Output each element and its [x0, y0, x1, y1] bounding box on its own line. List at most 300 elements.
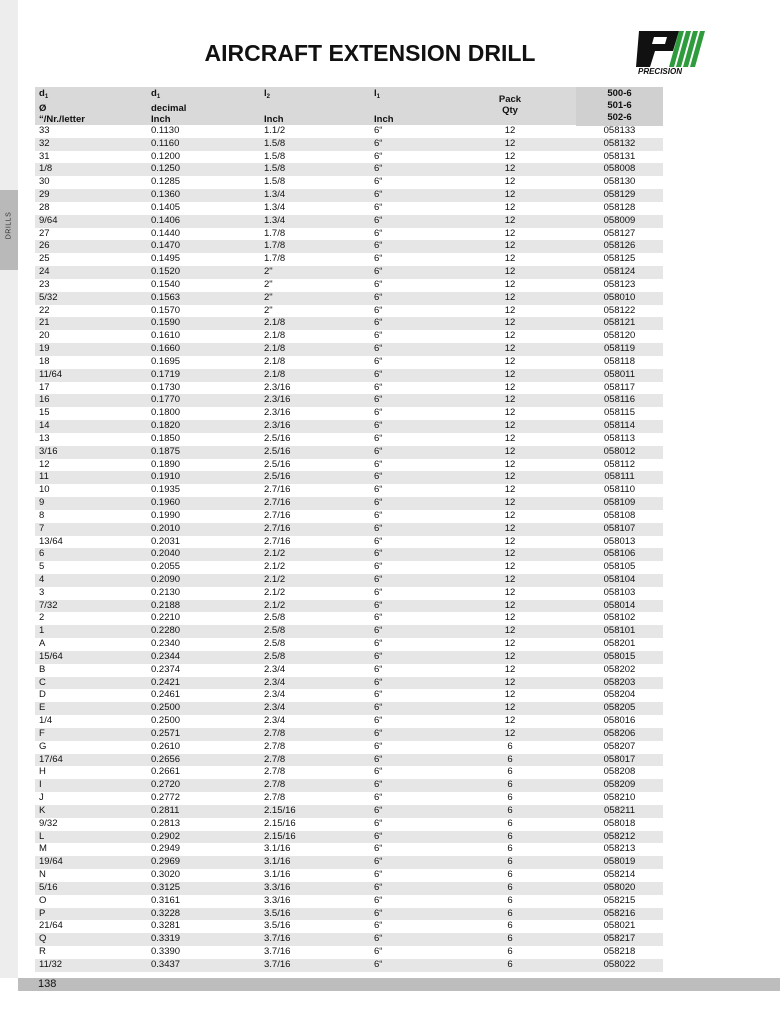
cell-flute-length: 2.7/16 — [264, 484, 291, 496]
cell-decimal: 0.1875 — [151, 445, 181, 457]
cell-flute-length: 2.1/2 — [264, 561, 286, 573]
section-tab — [0, 455, 18, 546]
section-tabs — [0, 0, 18, 1009]
cell-decimal: 0.2772 — [151, 792, 181, 804]
table-row — [35, 933, 663, 946]
cell-diameter: 11 — [39, 471, 49, 483]
cell-flute-length: 2.1/2 — [264, 573, 286, 585]
cell-flute-length: 2.5/16 — [264, 445, 291, 457]
table-row — [35, 189, 663, 202]
cell-overall-length: 6“ — [374, 343, 383, 355]
cell-decimal: 0.2661 — [151, 766, 181, 778]
cell-flute-length: 2.3/16 — [264, 420, 291, 432]
section-tab — [0, 895, 18, 979]
cell-flute-length: 2.5/16 — [264, 432, 291, 444]
cell-flute-length: 3.1/16 — [264, 856, 291, 868]
table-row — [35, 664, 663, 677]
cell-article-code: 058107 — [603, 522, 636, 534]
cell-decimal: 0.1570 — [151, 304, 181, 316]
cell-pack-qty: 12 — [504, 573, 516, 585]
cell-diameter: 19 — [39, 343, 50, 355]
table-row — [35, 548, 663, 561]
cell-article-code: 058022 — [603, 958, 636, 970]
cell-pack-qty: 12 — [504, 137, 516, 149]
cell-diameter: E — [39, 702, 46, 714]
cell-decimal: 0.1250 — [151, 163, 181, 175]
cell-article-code: 058115 — [604, 407, 635, 419]
cell-flute-length: 2.1/2 — [264, 586, 286, 598]
section-tab — [0, 545, 18, 631]
cell-pack-qty: 12 — [504, 176, 516, 188]
header-article-codes: 500-6 501-6 502-6 — [576, 87, 663, 126]
cell-pack-qty: 12 — [504, 291, 516, 303]
cell-article-code: 058008 — [603, 163, 636, 175]
cell-article-code: 058130 — [603, 176, 636, 188]
cell-overall-length: 6“ — [374, 394, 383, 406]
cell-decimal: 0.2656 — [151, 753, 181, 765]
cell-overall-length: 6“ — [374, 804, 383, 816]
cell-decimal: 0.1910 — [151, 471, 181, 483]
cell-flute-length: 2.3/4 — [264, 715, 286, 727]
cell-overall-length: 6“ — [374, 843, 383, 855]
cell-article-code: 058122 — [603, 304, 636, 316]
cell-pack-qty: 12 — [504, 561, 516, 573]
table-row — [35, 176, 663, 189]
cell-overall-length: 6“ — [374, 561, 383, 573]
table-row — [35, 420, 663, 433]
cell-pack-qty: 12 — [504, 625, 516, 637]
cell-diameter: 3/16 — [39, 445, 58, 457]
cell-decimal: 0.2949 — [151, 843, 181, 855]
table-row — [35, 484, 663, 497]
cell-article-code: 058126 — [603, 240, 636, 252]
cell-pack-qty: 12 — [504, 599, 516, 611]
cell-pack-qty: 12 — [504, 125, 516, 136]
table-row — [35, 715, 663, 728]
section-tab — [0, 0, 18, 191]
precision-logo — [629, 29, 707, 79]
cell-article-code: 058105 — [603, 561, 636, 573]
cell-decimal: 0.1200 — [151, 150, 181, 162]
cell-flute-length: 2.5/16 — [264, 471, 291, 483]
cell-diameter: 1/4 — [39, 715, 53, 727]
table-row — [35, 869, 663, 882]
cell-overall-length: 6“ — [374, 689, 383, 701]
cell-pack-qty: 12 — [504, 522, 516, 534]
cell-flute-length: 1.3/4 — [264, 201, 286, 213]
cell-overall-length: 6“ — [374, 407, 383, 419]
header-pack-qty: Pack Qty — [498, 94, 522, 116]
cell-pack-qty: 12 — [504, 445, 516, 457]
cell-decimal: 0.1935 — [151, 484, 181, 496]
cell-article-code: 058011 — [604, 368, 635, 380]
cell-diameter: 25 — [39, 253, 50, 265]
cell-flute-length: 3.1/16 — [264, 869, 291, 881]
cell-flute-length: 2.5/8 — [264, 638, 286, 650]
table-row — [35, 625, 663, 638]
cell-overall-length: 6“ — [374, 676, 383, 688]
cell-flute-length: 3.3/16 — [264, 894, 291, 906]
page-title: AIRCRAFT EXTENSION DRILL — [204, 40, 536, 66]
cell-diameter: A — [39, 638, 46, 650]
cell-article-code: 058216 — [603, 907, 636, 919]
cell-diameter: 10 — [39, 484, 50, 496]
cell-flute-length: 2.1/8 — [264, 368, 286, 380]
cell-pack-qty: 12 — [504, 650, 516, 662]
cell-diameter: 23 — [39, 278, 50, 290]
table-row — [35, 946, 663, 959]
table-row — [35, 433, 663, 446]
cell-article-code: 058123 — [603, 278, 636, 290]
table-row — [35, 689, 663, 702]
cell-pack-qty: 6 — [507, 869, 513, 881]
cell-pack-qty: 12 — [504, 727, 516, 739]
section-tab — [0, 365, 18, 456]
cell-overall-length: 6“ — [374, 663, 383, 675]
cell-decimal: 0.1405 — [151, 201, 181, 213]
cell-decimal: 0.1719 — [151, 368, 181, 380]
cell-flute-length: 1.1/2 — [264, 125, 286, 136]
cell-decimal: 0.3161 — [151, 894, 181, 906]
cell-diameter: 33 — [39, 125, 50, 136]
cell-decimal: 0.1495 — [151, 253, 181, 265]
cell-decimal: 0.1695 — [151, 355, 181, 367]
cell-decimal: 0.1990 — [151, 509, 181, 521]
cell-diameter: 30 — [39, 176, 50, 188]
cell-flute-length: 2.3/16 — [264, 381, 291, 393]
cell-overall-length: 6“ — [374, 881, 383, 893]
table-body — [35, 125, 663, 972]
cell-article-code: 058021 — [603, 920, 636, 932]
cell-flute-length: 2.5/8 — [264, 625, 286, 637]
cell-diameter: 15 — [39, 407, 50, 419]
cell-overall-length: 6“ — [374, 381, 383, 393]
cell-diameter: 28 — [39, 201, 50, 213]
cell-flute-length: 2.5/16 — [264, 458, 291, 470]
cell-pack-qty: 12 — [504, 586, 516, 598]
cell-overall-length: 6“ — [374, 317, 383, 329]
table-row — [35, 382, 663, 395]
cell-decimal: 0.2280 — [151, 625, 181, 637]
cell-flute-length: 2.5/8 — [264, 612, 286, 624]
cell-pack-qty: 12 — [504, 663, 516, 675]
cell-pack-qty: 12 — [504, 266, 516, 278]
cell-overall-length: 6“ — [374, 907, 383, 919]
cell-flute-length: 2" — [264, 291, 273, 303]
cell-decimal: 0.1890 — [151, 458, 181, 470]
table-row — [35, 612, 663, 625]
cell-diameter: 24 — [39, 266, 50, 278]
cell-article-code: 058203 — [603, 676, 636, 688]
cell-flute-length: 2.1/2 — [264, 548, 286, 560]
cell-overall-length: 6“ — [374, 291, 383, 303]
cell-pack-qty: 6 — [507, 894, 513, 906]
cell-diameter: 29 — [39, 189, 50, 201]
cell-article-code: 058010 — [603, 291, 636, 303]
cell-overall-length: 6“ — [374, 766, 383, 778]
cell-article-code: 058017 — [603, 753, 636, 765]
table-row — [35, 895, 663, 908]
cell-overall-length: 6“ — [374, 830, 383, 842]
cell-pack-qty: 12 — [504, 317, 516, 329]
cell-flute-length: 2.15/16 — [264, 804, 296, 816]
table-row — [35, 292, 663, 305]
cell-flute-length: 3.5/16 — [264, 907, 291, 919]
cell-article-code: 058212 — [603, 830, 636, 842]
cell-article-code: 058201 — [603, 638, 636, 650]
cell-flute-length: 2.5/8 — [264, 650, 286, 662]
table-row — [35, 317, 663, 330]
cell-pack-qty: 6 — [507, 766, 513, 778]
cell-pack-qty: 12 — [504, 484, 516, 496]
table-row — [35, 459, 663, 472]
cell-article-code: 058214 — [603, 869, 636, 881]
table-row — [35, 600, 663, 613]
cell-decimal: 0.2055 — [151, 561, 181, 573]
cell-pack-qty: 12 — [504, 715, 516, 727]
table-row — [35, 805, 663, 818]
cell-flute-length: 1.7/8 — [264, 240, 286, 252]
table-row — [35, 446, 663, 459]
cell-article-code: 058009 — [603, 214, 636, 226]
cell-overall-length: 6“ — [374, 946, 383, 957]
table-row — [35, 407, 663, 420]
cell-flute-length: 2" — [264, 278, 273, 290]
cell-article-code: 058218 — [603, 946, 636, 957]
cell-overall-length: 6“ — [374, 727, 383, 739]
cell-overall-length: 6“ — [374, 497, 383, 509]
cell-flute-length: 2.1/8 — [264, 317, 286, 329]
cell-pack-qty: 12 — [504, 201, 516, 213]
drill-table — [35, 87, 663, 972]
cell-pack-qty: 12 — [504, 240, 516, 252]
cell-overall-length: 6“ — [374, 792, 383, 804]
cell-overall-length: 6“ — [374, 573, 383, 585]
cell-article-code: 058125 — [603, 253, 636, 265]
header-decimal: $d_1$ decimal Inch — [151, 88, 187, 125]
cell-pack-qty: 6 — [507, 907, 513, 919]
table-row — [35, 125, 663, 138]
cell-diameter: 26 — [39, 240, 50, 252]
cell-pack-qty: 12 — [504, 432, 516, 444]
cell-flute-length: 2.7/16 — [264, 535, 291, 547]
cell-diameter: M — [39, 843, 47, 855]
cell-decimal: 0.3020 — [151, 869, 181, 881]
cell-diameter: 7 — [39, 522, 45, 534]
cell-decimal: 0.2031 — [151, 535, 181, 547]
cell-pack-qty: 6 — [507, 933, 513, 945]
cell-overall-length: 6“ — [374, 856, 383, 868]
cell-decimal: 0.1820 — [151, 420, 181, 432]
section-tab — [0, 715, 18, 806]
table-row — [35, 536, 663, 549]
cell-diameter: 19/64 — [39, 856, 63, 868]
cell-overall-length: 6“ — [374, 150, 383, 162]
cell-decimal: 0.1770 — [151, 394, 181, 406]
cell-overall-length: 6“ — [374, 253, 383, 265]
cell-diameter: 21 — [39, 317, 50, 329]
cell-diameter: 14 — [39, 420, 50, 432]
cell-article-code: 058102 — [603, 612, 636, 624]
cell-flute-length: 2.7/16 — [264, 522, 291, 534]
table-row — [35, 702, 663, 715]
table-row — [35, 228, 663, 241]
cell-pack-qty: 12 — [504, 330, 516, 342]
cell-pack-qty: 12 — [504, 304, 516, 316]
cell-flute-length: 2.1/8 — [264, 343, 286, 355]
cell-decimal: 0.2969 — [151, 856, 181, 868]
table-row — [35, 677, 663, 690]
cell-decimal: 0.2461 — [151, 689, 181, 701]
cell-flute-length: 2.7/8 — [264, 792, 286, 804]
cell-overall-length: 6“ — [374, 355, 383, 367]
cell-flute-length: 1.5/8 — [264, 150, 286, 162]
cell-pack-qty: 6 — [507, 881, 513, 893]
cell-flute-length: 2.3/4 — [264, 663, 286, 675]
cell-diameter: 15/64 — [39, 650, 63, 662]
table-row — [35, 163, 663, 176]
cell-article-code: 058215 — [603, 894, 636, 906]
cell-overall-length: 6“ — [374, 189, 383, 201]
cell-article-code: 058101 — [603, 625, 636, 637]
cell-overall-length: 6“ — [374, 432, 383, 444]
cell-overall-length: 6“ — [374, 445, 383, 457]
cell-flute-length: 2.7/16 — [264, 509, 291, 521]
cell-diameter: J — [39, 792, 44, 804]
cell-decimal: 0.3319 — [151, 933, 181, 945]
cell-overall-length: 6“ — [374, 214, 383, 226]
cell-pack-qty: 12 — [504, 150, 516, 162]
cell-article-code: 058120 — [603, 330, 636, 342]
table-row — [35, 882, 663, 895]
cell-flute-length: 2" — [264, 304, 273, 316]
page-number: 138 — [38, 978, 57, 990]
cell-diameter: N — [39, 869, 46, 881]
table-row — [35, 843, 663, 856]
cell-pack-qty: 12 — [504, 702, 516, 714]
cell-decimal: 0.3281 — [151, 920, 181, 932]
cell-diameter: 11/32 — [39, 958, 63, 970]
cell-article-code: 058208 — [603, 766, 636, 778]
cell-decimal: 0.2500 — [151, 715, 181, 727]
cell-diameter: 32 — [39, 137, 50, 149]
cell-article-code: 058013 — [603, 535, 636, 547]
cell-diameter: 9/32 — [39, 817, 58, 829]
cell-decimal: 0.3228 — [151, 907, 181, 919]
header-diameter: $d_1$ Ø “/Nr./letter — [39, 88, 85, 125]
cell-diameter: 18 — [39, 355, 50, 367]
cell-diameter: Q — [39, 933, 47, 945]
table-row — [35, 240, 663, 253]
cell-article-code: 058113 — [604, 432, 635, 444]
table-row — [35, 343, 663, 356]
cell-overall-length: 6“ — [374, 869, 383, 881]
cell-decimal: 0.3437 — [151, 958, 181, 970]
table-row — [35, 266, 663, 279]
cell-overall-length: 6“ — [374, 715, 383, 727]
cell-flute-length: 2.3/4 — [264, 702, 286, 714]
cell-decimal: 0.2010 — [151, 522, 181, 534]
cell-pack-qty: 6 — [507, 843, 513, 855]
cell-overall-length: 6“ — [374, 471, 383, 483]
table-row — [35, 728, 663, 741]
cell-decimal: 0.2344 — [151, 650, 181, 662]
cell-overall-length: 6“ — [374, 599, 383, 611]
cell-flute-length: 2.7/8 — [264, 740, 286, 752]
cell-overall-length: 6“ — [374, 420, 383, 432]
cell-pack-qty: 12 — [504, 509, 516, 521]
cell-overall-length: 6“ — [374, 779, 383, 791]
cell-diameter: 12 — [39, 458, 50, 470]
cell-overall-length: 6“ — [374, 330, 383, 342]
cell-decimal: 0.1406 — [151, 214, 181, 226]
cell-pack-qty: 12 — [504, 214, 516, 226]
cell-diameter: 7/32 — [39, 599, 58, 611]
cell-overall-length: 6“ — [374, 240, 383, 252]
cell-article-code: 058106 — [603, 548, 636, 560]
cell-article-code: 058118 — [604, 355, 635, 367]
cell-overall-length: 6“ — [374, 522, 383, 534]
cell-diameter: 31 — [39, 150, 50, 162]
cell-flute-length: 2.1/2 — [264, 599, 286, 611]
cell-decimal: 0.1130 — [151, 125, 180, 136]
cell-article-code: 058016 — [603, 715, 636, 727]
cell-overall-length: 6“ — [374, 920, 383, 932]
cell-flute-length: 2.7/8 — [264, 727, 286, 739]
cell-article-code: 058014 — [603, 599, 636, 611]
cell-article-code: 058132 — [603, 137, 636, 149]
cell-article-code: 058019 — [603, 856, 636, 868]
cell-diameter: 9 — [39, 497, 45, 509]
cell-article-code: 058103 — [603, 586, 636, 598]
table-row — [35, 253, 663, 266]
cell-diameter: R — [39, 946, 46, 957]
cell-pack-qty: 6 — [507, 920, 513, 932]
cell-decimal: 0.2500 — [151, 702, 181, 714]
table-row — [35, 920, 663, 933]
cell-flute-length: 1.5/8 — [264, 176, 286, 188]
cell-article-code: 058131 — [603, 150, 636, 162]
table-row — [35, 908, 663, 921]
cell-flute-length: 2.3/16 — [264, 407, 291, 419]
cell-diameter: F — [39, 727, 45, 739]
cell-diameter: 5 — [39, 561, 45, 573]
cell-diameter: 21/64 — [39, 920, 63, 932]
cell-diameter: 17 — [39, 381, 50, 393]
table-row — [35, 394, 663, 407]
cell-pack-qty: 12 — [504, 278, 516, 290]
cell-flute-length: 2.15/16 — [264, 830, 296, 842]
cell-overall-length: 6“ — [374, 509, 383, 521]
cell-overall-length: 6“ — [374, 484, 383, 496]
logo-mark-icon — [629, 29, 707, 69]
table-row — [35, 330, 663, 343]
table-row — [35, 356, 663, 369]
cell-article-code: 058109 — [603, 497, 636, 509]
section-tab — [0, 270, 18, 366]
cell-pack-qty: 6 — [507, 753, 513, 765]
table-header — [35, 87, 663, 125]
cell-flute-length: 3.5/16 — [264, 920, 291, 932]
cell-diameter: 27 — [39, 227, 50, 239]
table-row — [35, 638, 663, 651]
cell-decimal: 0.1850 — [151, 432, 181, 444]
table-row — [35, 766, 663, 779]
cell-decimal: 0.2811 — [151, 804, 180, 816]
cell-pack-qty: 12 — [504, 638, 516, 650]
cell-decimal: 0.1730 — [151, 381, 181, 393]
cell-pack-qty: 12 — [504, 407, 516, 419]
